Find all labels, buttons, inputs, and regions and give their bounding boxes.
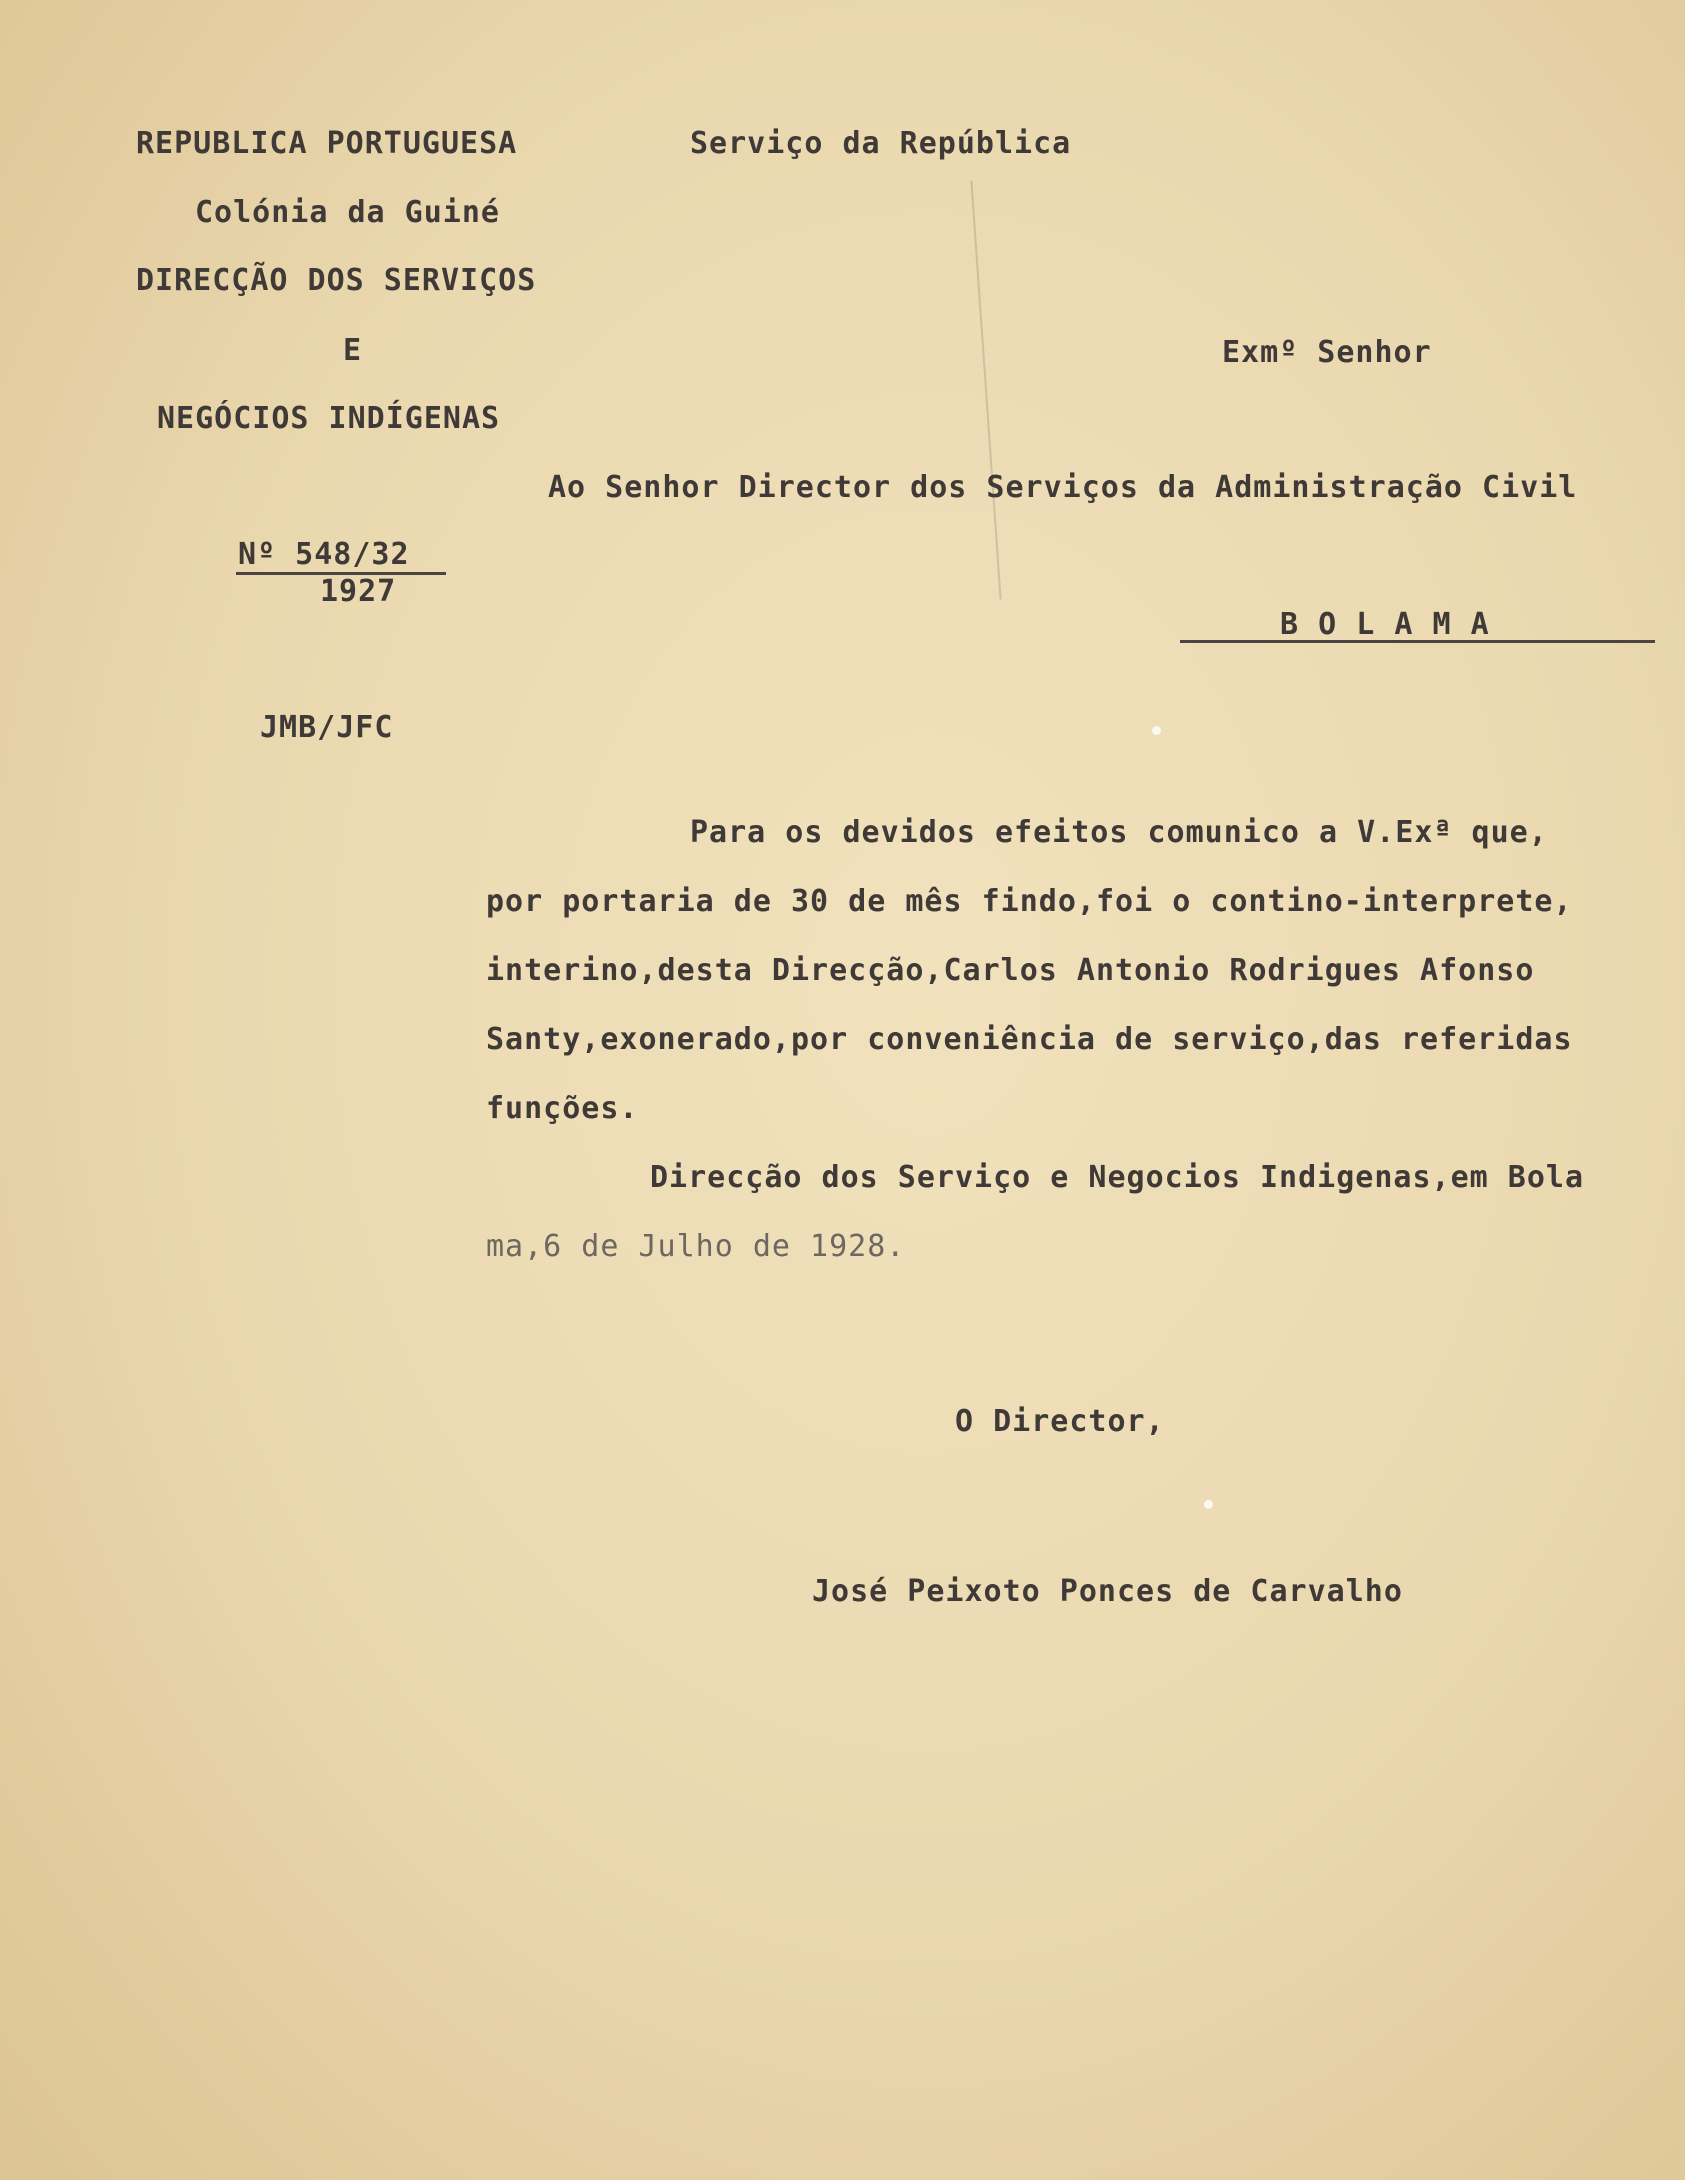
paper-spot [1152, 726, 1161, 735]
body-line-2: por portaria de 30 de mês findo,foi o contino-interprete, [486, 884, 1573, 919]
header-and: E [343, 333, 363, 368]
body-line-3: interino,desta Direcção,Carlos Antonio Rodrigues Afonso [486, 953, 1535, 988]
signature-name: José Peixoto Ponces de Carvalho [812, 1574, 1403, 1609]
paper-crease [970, 180, 1001, 599]
reference-year: 1927 [320, 574, 397, 609]
salutation: Exmº Senhor [1222, 335, 1432, 370]
reference-initials: JMB/JFC [260, 710, 394, 745]
paper-spot [1204, 1500, 1213, 1509]
city-underline [1180, 640, 1655, 643]
destination-city: B O L A M A [1280, 607, 1490, 642]
addressee: Ao Senhor Director dos Serviços da Administração Civil [548, 470, 1578, 505]
header-native-affairs: NEGÓCIOS INDÍGENAS [157, 401, 501, 436]
header-republic: REPUBLICA PORTUGUESA [136, 126, 518, 161]
closing-line-1: Direcção dos Serviço e Negocios Indigenas,em Bola [650, 1160, 1585, 1195]
header-colony: Colónia da Guiné [195, 195, 500, 230]
body-line-4: Santy,exonerado,por conveniência de serviço,das referidas [486, 1022, 1573, 1057]
signature-title: O Director, [955, 1404, 1165, 1439]
reference-number: Nº 548/32 [238, 537, 410, 572]
service-line: Serviço da República [690, 126, 1072, 161]
body-line-1: Para os devidos efeitos comunico a V.Exª que, [690, 815, 1548, 850]
closing-line-2: ma,6 de Julho de 1928. [486, 1229, 906, 1264]
header-directorate: DIRECÇÃO DOS SERVIÇOS [136, 263, 537, 298]
body-line-5: funções. [486, 1091, 639, 1126]
